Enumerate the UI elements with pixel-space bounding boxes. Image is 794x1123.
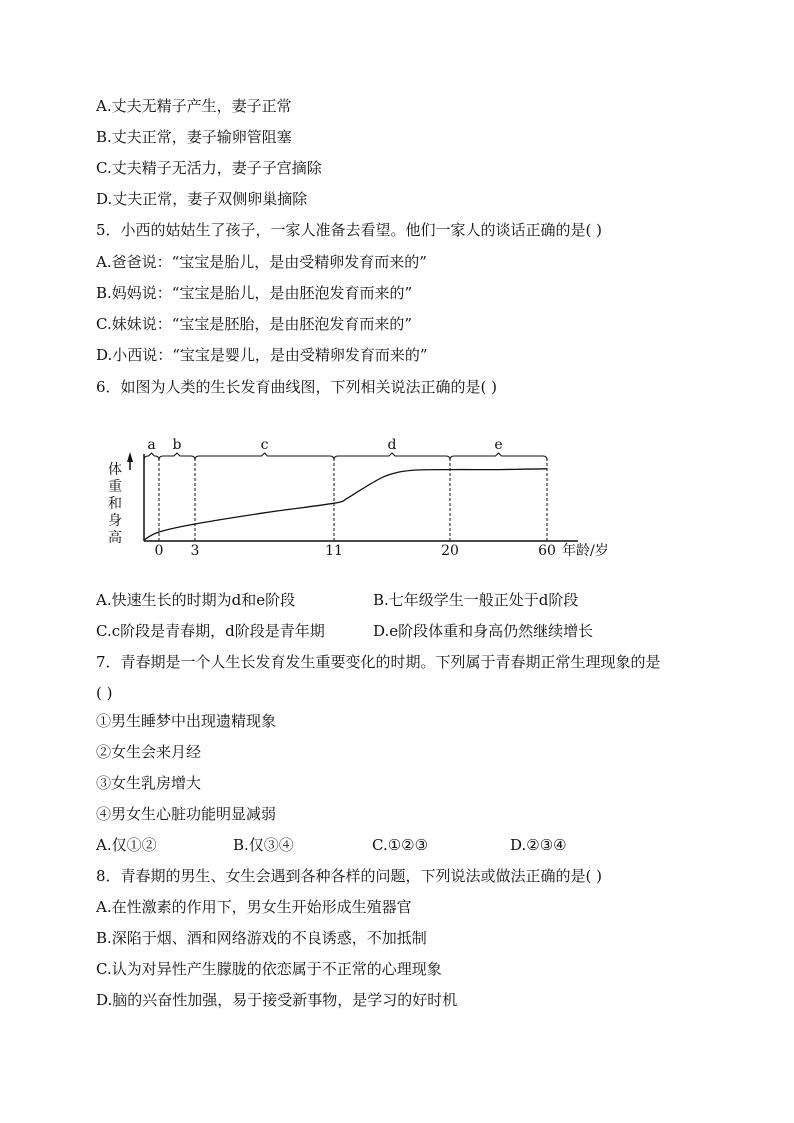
q6-option-c: C.c阶段是青春期，d阶段是青年期 (96, 622, 325, 640)
q6-option-b: B.七年级学生一般正处于d阶段 (373, 591, 579, 609)
q5-option-b: B.妈妈说：“宝宝是胎儿，是由胚泡发育而来的” (96, 284, 413, 302)
y-axis-label (108, 461, 122, 546)
q7-stem: 7．青春期是一个人生长发育发生重要变化的时期。下列属于青春期正常生理现象的是 (96, 653, 661, 671)
x-tick-label: 11 (325, 543, 343, 559)
q6-option-d: D.e阶段体重和身高仍然继续增长 (373, 622, 594, 640)
q7-item-4: ④男女生心脏功能明显减弱 (96, 805, 277, 823)
q7-stem-paren: ( ) (96, 684, 113, 702)
q8-option-b: B.深陷于烟、酒和网络游戏的不良诱惑，不加抵制 (96, 929, 427, 947)
x-tick-label: 20 (441, 543, 459, 559)
q4-option-c: C.丈夫精子无活力，妻子子宫摘除 (96, 159, 322, 177)
q6-option-a: A.快速生长的时期为d和e阶段 (96, 591, 296, 609)
stage-brace-b (159, 453, 195, 460)
y-label-char: 身 (108, 513, 122, 529)
y-label-char: 和 (108, 496, 122, 512)
q4-option-a: A.丈夫无精子产生，妻子正常 (96, 97, 292, 115)
growth-curve-line (144, 469, 547, 540)
q5-option-d: D.小西说：“宝宝是婴儿，是由受精卵发育而来的” (96, 346, 428, 364)
stage-brace-a (144, 453, 159, 460)
y-label-char: 体 (108, 462, 122, 478)
q4-option-d: D.丈夫正常，妻子双侧卵巢摘除 (96, 190, 308, 208)
q7-option-c: C.①②③ (372, 836, 429, 854)
q7-option-b: B.仅③④ (233, 836, 294, 854)
q5-option-a: A.爸爸说：“宝宝是胎儿，是由受精卵发育而来的” (96, 253, 427, 271)
growth-curve-chart (100, 432, 640, 562)
stage-brace-c (195, 453, 334, 460)
x-tick-label: 3 (190, 543, 200, 559)
stage-brace-e (450, 453, 547, 460)
q8-option-a: A.在性激素的作用下，男女生开始形成生殖器官 (96, 898, 412, 916)
q8-option-c: C.认为对异性产生朦胧的依恋属于不正常的心理现象 (96, 960, 442, 978)
q7-option-d: D.②③④ (510, 836, 567, 854)
stage-label-d: d (387, 437, 397, 453)
stage-brace-d (334, 453, 450, 460)
q8-stem: 8．青春期的男生、女生会遇到各种各样的问题，下列说法或做法正确的是( ) (96, 867, 603, 885)
x-tick-label: 60 (538, 543, 556, 559)
q7-option-a: A.仅①② (96, 836, 157, 854)
q8-option-d: D.脑的兴奋性加强，易于接受新事物，是学习的好时机 (96, 991, 458, 1009)
q4-option-b: B.丈夫正常，妻子输卵管阻塞 (96, 128, 292, 146)
stage-label-e: e (494, 437, 503, 453)
y-label-char: 重 (108, 479, 122, 495)
stage-label-a: a (147, 437, 156, 453)
q7-item-1: ①男生睡梦中出现遗精现象 (96, 712, 277, 730)
q7-item-2: ②女生会来月经 (96, 743, 202, 761)
q5-stem: 5．小西的姑姑生了孩子，一家人准备去看望。他们一家人的谈话正确的是( ) (96, 221, 603, 239)
y-label-char: 高 (108, 530, 122, 546)
stage-label-b: b (172, 437, 182, 453)
x-axis-label: 年龄/岁 (562, 543, 609, 559)
q5-option-c: C.妹妹说：“宝宝是胚胎，是由胚泡发育而来的” (96, 315, 413, 333)
x-tick-label: 0 (154, 543, 164, 559)
q7-item-3: ③女生乳房增大 (96, 774, 202, 792)
q6-stem: 6．如图为人类的生长发育曲线图，下列相关说法正确的是( ) (96, 378, 498, 396)
stage-label-c: c (260, 437, 269, 453)
